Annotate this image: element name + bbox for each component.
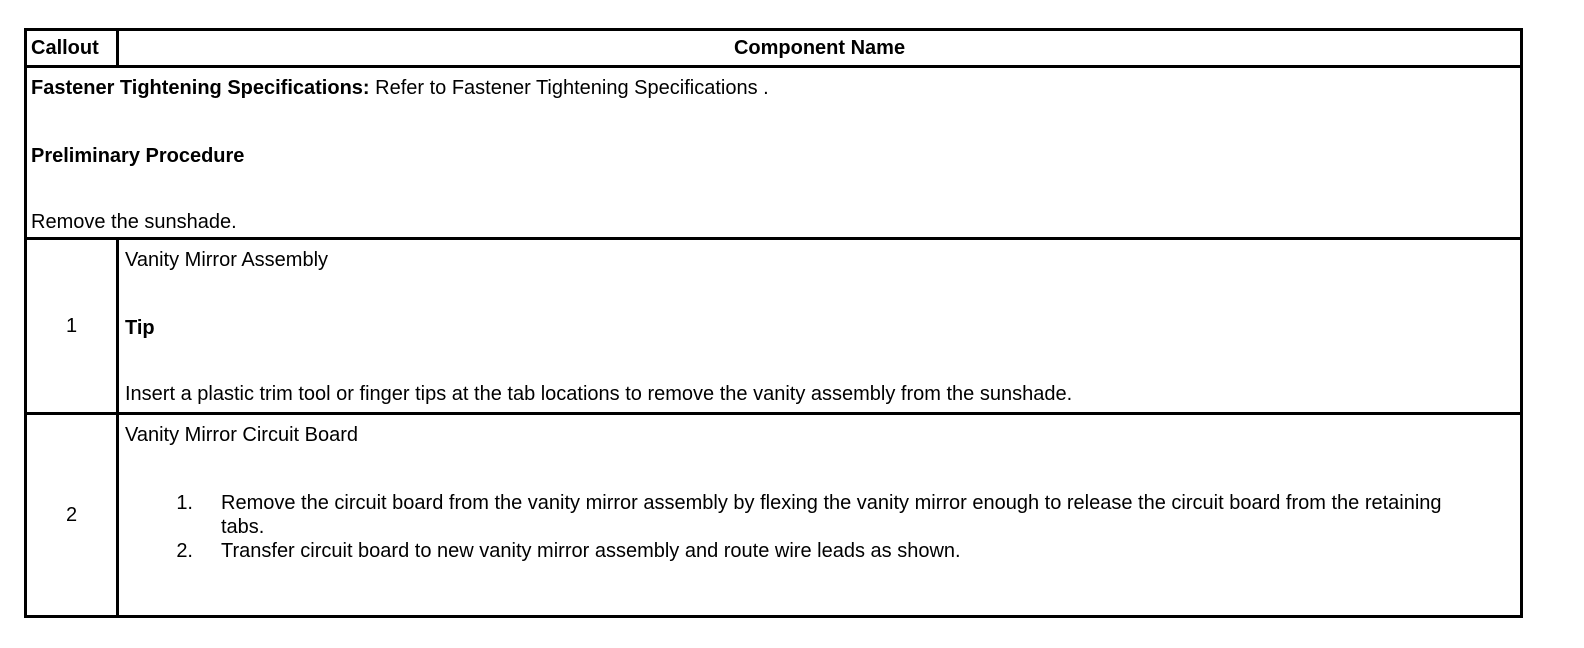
preliminary-procedure-heading: Preliminary Procedure (31, 145, 245, 167)
callout-number: 1 (27, 240, 119, 412)
table-row (27, 240, 1520, 415)
table-header-row (27, 31, 1520, 68)
callout-number: 2 (27, 415, 119, 615)
preliminary-procedure-step: Remove the sunshade. (31, 211, 237, 233)
procedure-steps (149, 491, 1489, 563)
step-number: 2. (176, 540, 193, 562)
tip-text: Insert a plastic trim tool or finger tips at the tab locations to remove the vanity assembly from the sunshade. (125, 383, 1073, 405)
procedure-step (149, 491, 1489, 539)
header-callout: Callout (27, 31, 119, 65)
table-row (27, 415, 1520, 615)
component-cell (119, 415, 1520, 615)
tip-heading: Tip (125, 317, 155, 339)
component-name: Vanity Mirror Circuit Board (125, 424, 359, 446)
fastener-spec-text: Refer to Fastener Tightening Specifications . (369, 77, 769, 99)
fastener-spec-line (31, 77, 769, 100)
step-text: Remove the circuit board from the vanity mirror assembly by flexing the vanity mirror enough to release the circuit board from the retaining tabs. (221, 492, 1442, 538)
preliminary-row (27, 68, 1520, 240)
component-cell (119, 240, 1520, 412)
step-number: 1. (176, 492, 193, 514)
step-text: Transfer circuit board to new vanity mirror assembly and route wire leads as shown. (221, 540, 961, 562)
component-name: Vanity Mirror Assembly (125, 249, 329, 271)
procedure-step (149, 539, 1489, 563)
fastener-spec-label: Fastener Tightening Specifications: (31, 77, 370, 99)
header-component-name: Component Name (733, 36, 906, 59)
component-table (24, 28, 1523, 618)
